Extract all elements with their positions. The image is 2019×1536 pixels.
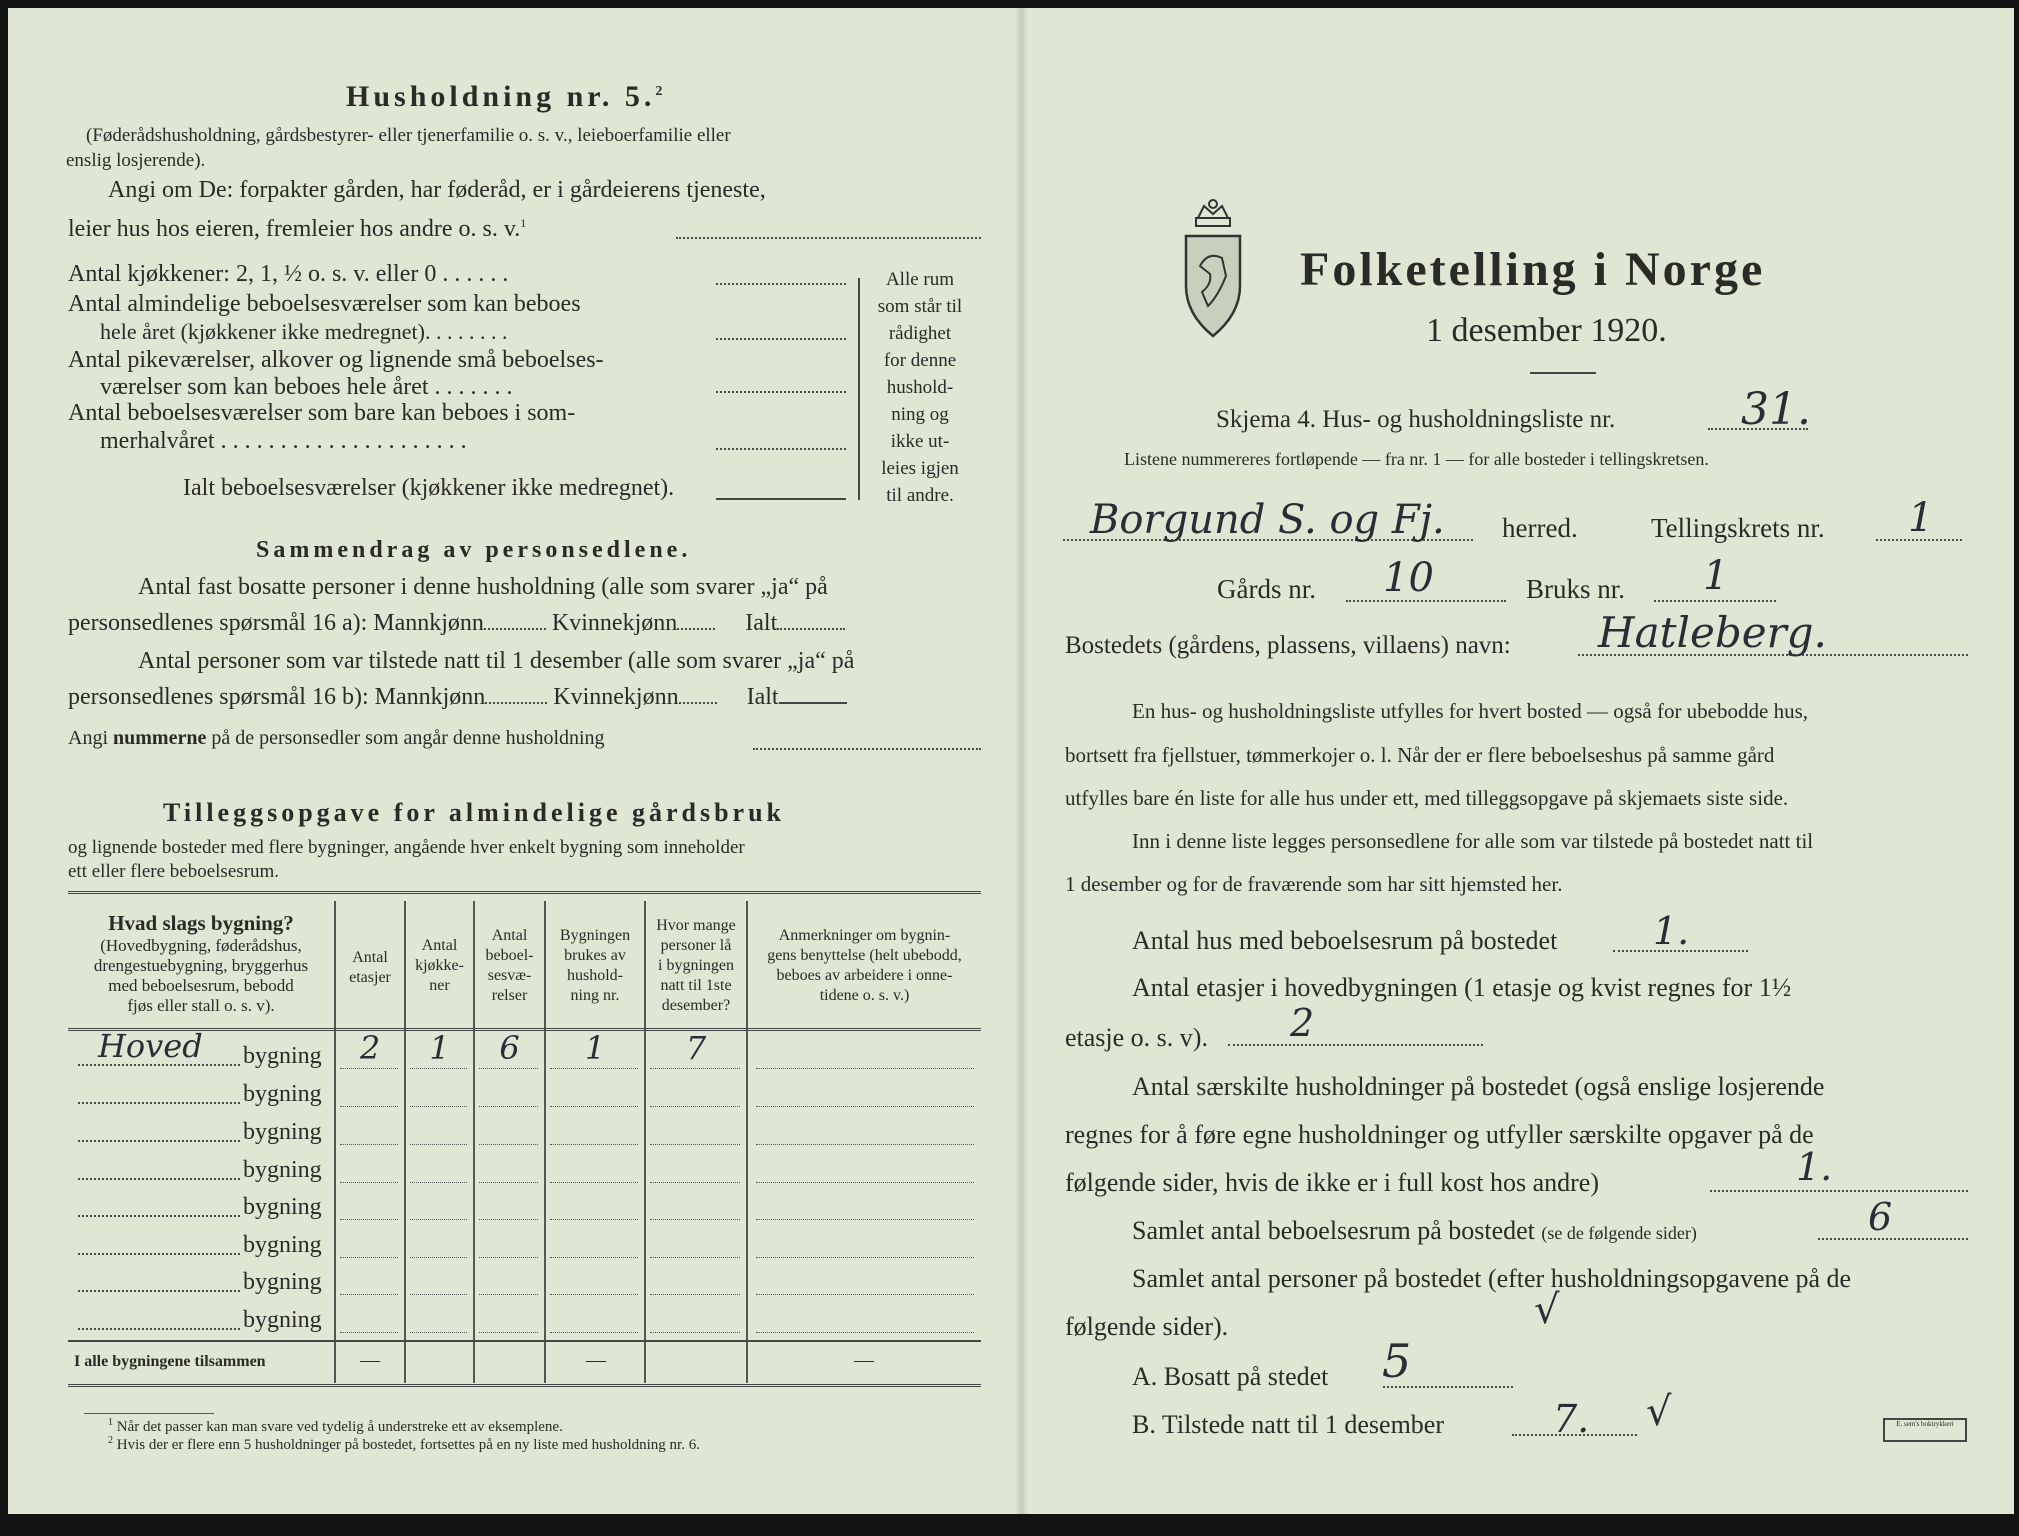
summary-numbers: Angi nummerne på de personsedler som angår denne husholdning [68,727,605,749]
tellingskrets-value: 1 [1908,495,1934,541]
table-cell-line [340,1182,398,1183]
table-cell-line [479,1294,538,1295]
bosatt-label: A. Bosatt på stedet [1132,1362,1329,1391]
table-header-building-type: Hvad slags bygning? (Hovedbygning, føderådshus, drengestuebygning, bryggerhus med beboelsesrum, bebodd fjøs eller stall o. s. v). [93,911,309,1015]
table-cell-line [410,1294,467,1295]
gards-value: 10 [1383,555,1434,601]
footnote-1: $^1$ Når det passer kan man svare ved tydelig å understreke ett av eksemplene. [108,1417,563,1435]
table-cell-line [340,1106,398,1107]
rooms-maids-2: værelser som kan beboes hele året . . . . . . . [100,374,513,400]
table-cell-line [410,1144,467,1145]
answer-line-ordinary [716,338,846,340]
remarks-line [756,1068,974,1069]
table-cell-line [650,1294,740,1295]
household-intro-2: enslig losjerende). [66,150,206,171]
bruks-line [1654,600,1776,602]
table-total-label: I alle bygningene tilsammen [74,1353,266,1370]
table-cell-line [340,1144,398,1145]
household-heading: Husholdning nr. 5.$^2$ [346,80,667,113]
table-cell-line [650,1144,740,1145]
antal-hus-label: Antal hus med beboelsesrum på bostedet [1132,926,1558,955]
samlet-personer-line-1: Samlet antal personer på bostedet (efter husholdningsopgavene på de [1132,1264,1852,1293]
rooms-ordinary-2: hele året (kjøkkener ikke medregnet). . . . . . . . [100,319,508,344]
page-fold [1015,8,1029,1514]
building-type-line [78,1253,240,1255]
table-cell-line [410,1332,467,1333]
table-header-household: Bygningen brukes av hushold- ning nr. [559,927,631,1004]
etasjer-line-1: Antal etasjer i hovedbygningen (1 etasje og kvist regnes for 1½ [1132,973,1792,1002]
table-cell-line [410,1106,467,1107]
table-header-floors: Antal etasjer [349,949,391,986]
bosatt-value: 5 [1382,1334,1412,1388]
census-form-sheet [8,8,2014,1514]
form-date: 1 desember 1920. [1426,312,1667,349]
bosted-label: Bostedets (gårdens, plassens, villaens) navn: [1065,632,1511,659]
bruks-value: 1 [1703,553,1729,599]
table-cell-line [340,1294,398,1295]
check-mark: √ [1646,1389,1672,1435]
printer-stamp: E. sem's boktrykkeri [1883,1418,1967,1442]
table-cell-line [410,1068,467,1069]
saerskilte-answer-line [1710,1190,1968,1192]
etasjer-line-2: etasje o. s. v). [1065,1023,1208,1052]
table-cell-line [650,1068,740,1069]
footnote-rule [84,1413,214,1414]
remarks-line [756,1106,974,1107]
bruks-label: Bruks nr. [1526,574,1626,604]
table-cell-line [650,1219,740,1220]
building-type-line [78,1178,240,1180]
answer-line-summer [716,448,846,450]
rooms-maids: Antal pikeværelser, alkover og lignende små beboelses- [68,347,604,373]
remarks-line [756,1219,974,1220]
herred-label: herred. [1502,513,1578,543]
table-total-rule [68,1340,981,1342]
table-cell-line [550,1294,638,1295]
table-cell-line [550,1068,638,1069]
total-dash: — [360,1349,380,1371]
table-cell-hush: 1 [584,1029,606,1067]
instruction-3: utfylles bare én liste for alle hus under ett, med tilleggsopgave på skjemaets siste side. [1065,786,1789,810]
table-cell-line [479,1219,538,1220]
table-cell-line [550,1144,638,1145]
table-cell-personer: 7 [685,1029,707,1067]
table-cell-kjokken: 1 [429,1029,450,1067]
samlet-rum-value: 6 [1868,1195,1893,1239]
table-cell-line [550,1106,638,1107]
bygning-label: bygning [243,1157,322,1183]
bygning-label: bygning [243,1043,322,1069]
table-top-rule [68,891,981,894]
bygning-label: bygning [243,1194,322,1220]
table-cell-line [550,1332,638,1333]
tilstede-label: B. Tilstede natt til 1 desember [1132,1410,1444,1439]
table-header-persons: Hvor mange personer lå i bygningen natt til 1ste desember? [656,917,736,1014]
samlet-rum-label: Samlet antal beboelsesrum på bostedet (se de følgende sider) [1132,1216,1697,1245]
table-cell-etasjer: 2 [359,1029,381,1067]
table-cell-line [479,1068,538,1069]
rooms-kitchens: Antal kjøkkener: 2, 1, ½ o. s. v. eller 0 . . . . . . [68,261,509,287]
summary-present: Antal personer som var tilstede natt til 1 desember (alle som svarer „ja“ på [138,648,855,674]
form-title: Folketelling i Norge [1300,243,1766,296]
table-header-kitchens: Antal kjøkke- ner [415,937,464,994]
footnote-2: $^2$ Hvis der er flere enn 5 husholdninger på bostedet, fortsettes på en ny liste med husholdning nr. 6. [108,1435,700,1453]
samlet-personer-line-2: følgende sider). [1065,1312,1229,1341]
rooms-brace [858,278,860,500]
table-header-rooms: Antal beboel- sesvæ- relser [485,927,534,1004]
remarks-line [756,1294,974,1295]
building-type-value: Hoved [98,1027,203,1065]
table-cell-line [340,1332,398,1333]
summary-resident: Antal fast bosatte personer i denne husholdning (alle som svarer „ja“ på [138,574,828,600]
listene-note: Listene nummereres fortløpende — fra nr. 1 — for alle bosteder i tellingskretsen. [1124,449,1709,469]
table-cell-line [340,1219,398,1220]
samlet-rum-line [1818,1238,1968,1240]
table-cell-line [479,1144,538,1145]
rooms-summer: Antal beboelsesværelser som bare kan beboes i som- [68,400,576,426]
table-cell-line [340,1068,398,1069]
summary-heading: Sammendrag av personsedlene. [256,537,692,563]
bygning-label: bygning [243,1081,322,1107]
table-header-remarks: Anmerkninger om bygnin- gens benyttelse (helt ubebodd, beboes av arbeidere i onne- tidene o. s. v.) [767,927,962,1004]
table-cell-line [410,1182,467,1183]
rooms-ordinary: Antal almindelige beboelsesværelser som kan beboes [68,291,581,317]
table-cell-line [650,1106,740,1107]
title-rule [1530,372,1596,374]
etasjer-answer-line [1228,1044,1483,1046]
bygning-label: bygning [243,1119,322,1145]
table-cell-line [650,1332,740,1333]
building-type-line [78,1215,240,1217]
table-cell-line [479,1257,538,1258]
remarks-line [756,1182,974,1183]
building-type-line [78,1102,240,1104]
bygning-label: bygning [243,1307,322,1333]
answer-line-maids [716,391,846,393]
instruction-2: bortsett fra fjellstuer, tømmerkojer o. l. Når der er flere beboelseshus på samme gård [1065,743,1775,767]
coat-of-arms-emblem [1178,196,1248,346]
instruction-5: 1 desember og for de fraværende som har sitt hjemsted her. [1065,872,1563,896]
building-type-line [78,1064,240,1066]
alle-rum-note: Alle rum som står til rådighet for denne hushold- ning og ikke ut- leies igjen til andre. [877,269,963,506]
table-cell-line [479,1332,538,1333]
table-cell-line [550,1219,638,1220]
angi-om-line-2: leier hus hos eieren, fremleier hos andre o. s. v.$^1$ [68,216,527,242]
angi-om-answer-line [676,237,981,239]
saerskilte-line-2: regnes for å føre egne husholdninger og utfyller særskilte opgaver på de [1065,1120,1814,1149]
remarks-line [756,1257,974,1258]
check-mark: √ [1534,1287,1560,1333]
bosted-value: Hatleberg. [1598,608,1827,657]
numbers-answer-line [753,748,981,750]
table-bottom-rule [68,1384,981,1387]
skjema-label: Skjema 4. Hus- og husholdningsliste nr. [1216,406,1616,433]
answer-line-kitchens [716,283,846,285]
saerskilte-line-1: Antal særskilte husholdninger på bostedet (også enslige losjerende [1132,1072,1825,1101]
building-type-line [78,1328,240,1330]
antal-hus-value: 1. [1653,909,1690,953]
table-cell-line [550,1182,638,1183]
table-cell-line [479,1182,538,1183]
tillegg-text-1: og lignende bosteder med flere bygninger, angående hver enkelt bygning som inneholder [68,837,745,858]
tellingskrets-label: Tellingskrets nr. [1651,513,1825,543]
answer-line-total [716,498,846,500]
instruction-4: Inn i denne liste legges personsedlene for alle som var tilstede på bostedet natt til [1132,829,1814,853]
table-cell-line [479,1106,538,1107]
rooms-total: Ialt beboelsesværelser (kjøkkener ikke medregnet). [183,475,675,501]
herred-value: Borgund S. og Fj. [1090,497,1445,543]
building-type-line [78,1140,240,1142]
tillegg-text-2: ett eller flere beboelsesrum. [68,861,280,882]
bygning-label: bygning [243,1269,322,1295]
total-dash: — [854,1349,874,1371]
tillegg-heading: Tilleggsopgave for almindelige gårdsbruk [163,798,786,827]
building-type-line [78,1290,240,1292]
total-dash: — [586,1349,606,1371]
gards-label: Gårds nr. [1217,574,1316,604]
summary-resident-2: personsedlenes spørsmål 16 a): Mannkjønn Kvinnekjønn Ialt [68,611,845,635]
table-cell-line [410,1257,467,1258]
instruction-1: En hus- og husholdningsliste utfylles for hvert bosted — også for ubebodde hus, [1132,699,1808,723]
rooms-summer-2: merhalvåret . . . . . . . . . . . . . . . . . . . . . [100,428,467,454]
table-cell-line [410,1219,467,1220]
saerskilte-value: 1. [1796,1145,1833,1189]
tilstede-value: 7. [1553,1397,1590,1441]
remarks-line [756,1144,974,1145]
summary-present-2: personsedlenes spørsmål 16 b): Mannkjønn Kvinnekjønn Ialt [68,685,847,709]
table-cell-line [340,1257,398,1258]
bygning-label: bygning [243,1232,322,1258]
household-intro: (Føderådshusholdning, gårdsbestyrer- eller tjenerfamilie o. s. v., leieboerfamilie eller [86,125,731,146]
table-cell-line [650,1257,740,1258]
angi-om-line-1: Angi om De: forpakter gården, har føderåd, er i gårdeierens tjeneste, [108,177,766,203]
table-cell-line [650,1182,740,1183]
remarks-line [756,1332,974,1333]
list-number-value: 31. [1741,384,1811,435]
saerskilte-line-3: følgende sider, hvis de ikke er i full kost hos andre) [1065,1168,1599,1197]
etasjer-value: 2 [1290,1001,1315,1045]
table-header-rule [68,1028,981,1031]
table-cell-rum: 6 [499,1029,520,1067]
table-cell-line [550,1257,638,1258]
